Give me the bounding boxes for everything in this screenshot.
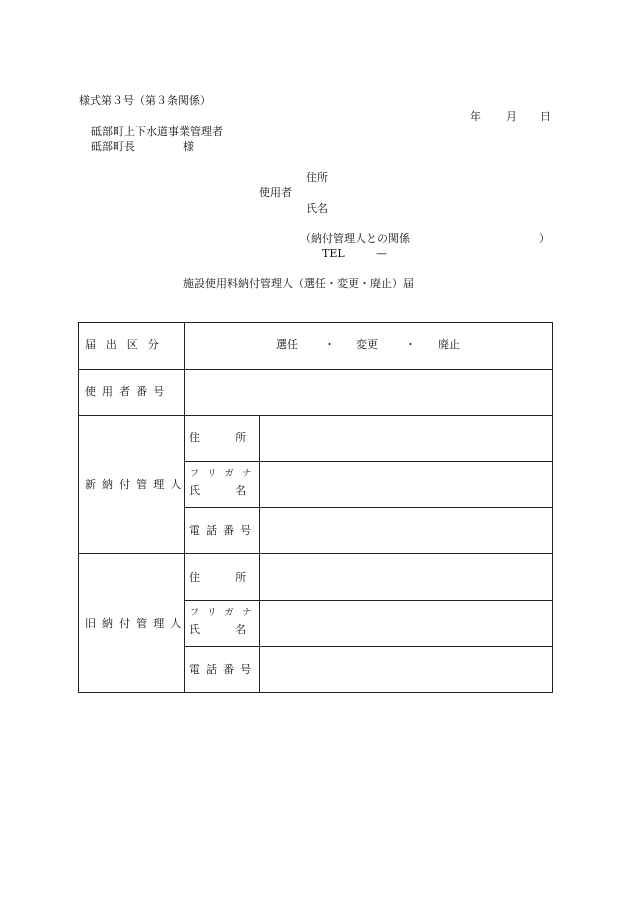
old-furigana-label: フリガナ: [190, 608, 260, 618]
relation-open-label: （納付管理人との関係: [300, 232, 410, 245]
choice-change[interactable]: 変更: [356, 338, 378, 351]
name-label-text: 氏名: [189, 623, 282, 636]
document-title: 施設使用料納付管理人（選任・変更・廃止）届: [183, 277, 414, 290]
date-year-label: 年: [470, 110, 481, 123]
recipient-line1: 砥部町上下水道事業管理者: [91, 125, 223, 138]
applicant-address-label: 住所: [306, 171, 328, 184]
user-number-field[interactable]: [185, 370, 551, 414]
choice-separator: ・: [405, 338, 416, 351]
address-label-text: 住所: [189, 571, 282, 584]
tel-dash: —: [376, 247, 387, 260]
new-manager-label: 新納付管理人: [85, 478, 188, 491]
notification-type-label: 届出区分: [85, 338, 169, 351]
relation-close-paren: ）: [539, 232, 550, 245]
new-name-field[interactable]: [261, 462, 551, 505]
applicant-name-label: 氏名: [306, 202, 328, 215]
old-phone-field[interactable]: [261, 647, 551, 691]
old-phone-label: 電話番号: [189, 663, 258, 676]
new-phone-label: 電話番号: [189, 524, 258, 537]
row-divider: [79, 553, 552, 554]
old-name-field[interactable]: [261, 601, 551, 644]
column-divider: [259, 415, 260, 692]
choice-separator: ・: [324, 338, 335, 351]
tel-label: TEL: [322, 247, 345, 260]
applicant-user-label: 使用者: [259, 186, 292, 199]
new-address-field[interactable]: [261, 416, 551, 459]
user-number-label: 使用者番号: [85, 385, 171, 398]
choice-appoint[interactable]: 選任: [276, 338, 298, 351]
date-day-label: 日: [540, 110, 551, 123]
new-furigana-label: フリガナ: [190, 469, 260, 479]
old-address-field[interactable]: [261, 555, 551, 598]
recipient-honorific: 様: [183, 140, 194, 153]
old-manager-label: 旧納付管理人: [85, 617, 188, 630]
address-label-text: 住所: [189, 431, 282, 444]
form-number: 様式第３号（第３条関係）: [79, 94, 211, 107]
recipient-line2: 砥部町長: [91, 140, 135, 153]
choice-abolish[interactable]: 廃止: [438, 338, 460, 351]
date-month-label: 月: [506, 110, 517, 123]
new-phone-field[interactable]: [261, 508, 551, 551]
name-label-text: 氏名: [189, 484, 282, 497]
